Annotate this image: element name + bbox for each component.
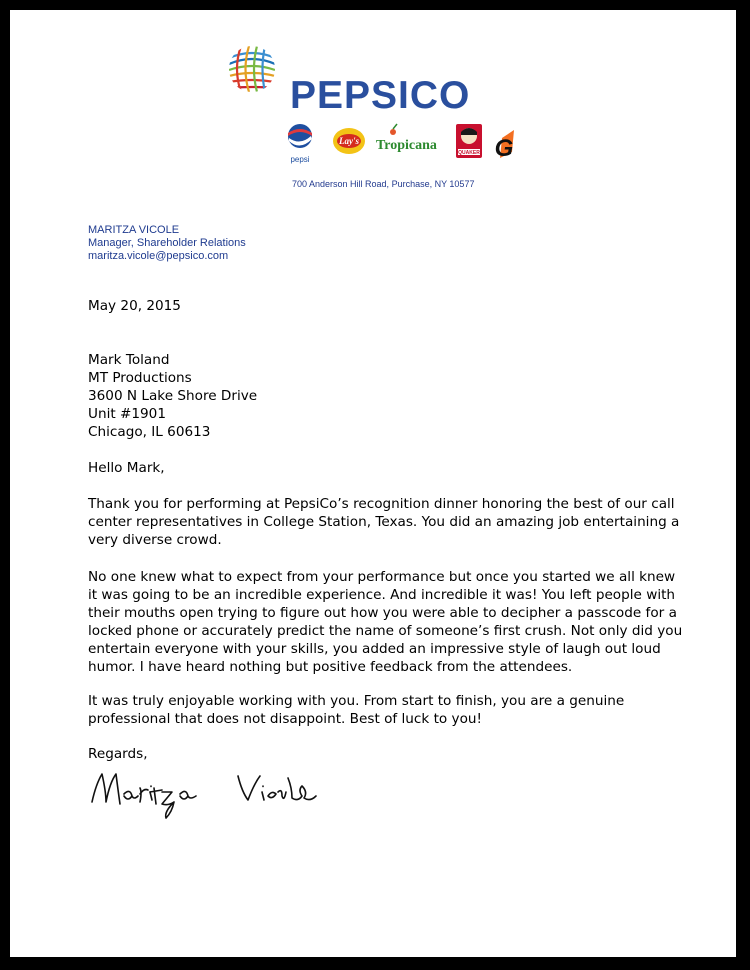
brand-logos bbox=[286, 122, 518, 164]
quaker-logo bbox=[456, 124, 482, 158]
svg-text:Tropicana: Tropicana bbox=[376, 138, 437, 153]
recipient-line: Mark Toland bbox=[88, 352, 170, 368]
recipient-line: 3600 N Lake Shore Drive bbox=[88, 388, 258, 404]
tropicana-logo bbox=[376, 124, 437, 153]
svg-text:Lay's: Lay's bbox=[339, 136, 359, 146]
recipient-line: Chicago, IL 60613 bbox=[88, 424, 211, 440]
company-wordmark: PEPSICO bbox=[290, 74, 471, 117]
sender-name: MARITZA VICOLE bbox=[88, 224, 180, 236]
sender-title: Manager, Shareholder Relations bbox=[88, 237, 246, 249]
body-paragraph: It was truly enjoyable working with you. From start to finish, you are a genuine professional that does not disappoint. Best of luck to you! bbox=[88, 693, 625, 727]
svg-text:pepsi: pepsi bbox=[290, 155, 310, 164]
closing: Regards, bbox=[88, 746, 148, 762]
company-address: 700 Anderson Hill Road, Purchase, NY 10577 bbox=[292, 179, 475, 189]
body-paragraph: No one knew what to expect from your performance but once you started we all knew it was going to be an incredible experience. And incredible it was! You left people with their mouths open trying to figure out how you were able to decipher a passcode for a locked phone or accurately predict the name of someone’s first crush. Not only did you entertain everyone with your skills, you added an impressive style of laugh out loud humor. I have heard nothing but positive feedback from the attendees. bbox=[88, 569, 683, 675]
recipient-address bbox=[88, 351, 688, 441]
gatorade-logo bbox=[495, 130, 514, 162]
pepsi-logo bbox=[288, 124, 312, 164]
svg-text:G: G bbox=[494, 135, 514, 162]
lays-logo bbox=[333, 128, 365, 154]
sender-block bbox=[88, 224, 246, 263]
letter-page bbox=[10, 10, 736, 957]
handwritten-signature bbox=[88, 762, 328, 822]
pepsico-globe-icon bbox=[227, 44, 277, 94]
svg-text:QUAKER: QUAKER bbox=[458, 150, 480, 156]
greeting: Hello Mark, bbox=[88, 460, 165, 476]
recipient-line: Unit #1901 bbox=[88, 406, 166, 422]
sender-email: maritza.vicole@pepsico.com bbox=[88, 250, 229, 262]
body-paragraph: Thank you for performing at PepsiCo’s recognition dinner honoring the best of our call center representatives in College Station, Texas. You did an amazing job entertaining a very diverse crowd. bbox=[88, 496, 680, 548]
recipient-line: MT Productions bbox=[88, 370, 192, 386]
letter-date: May 20, 2015 bbox=[88, 298, 181, 314]
